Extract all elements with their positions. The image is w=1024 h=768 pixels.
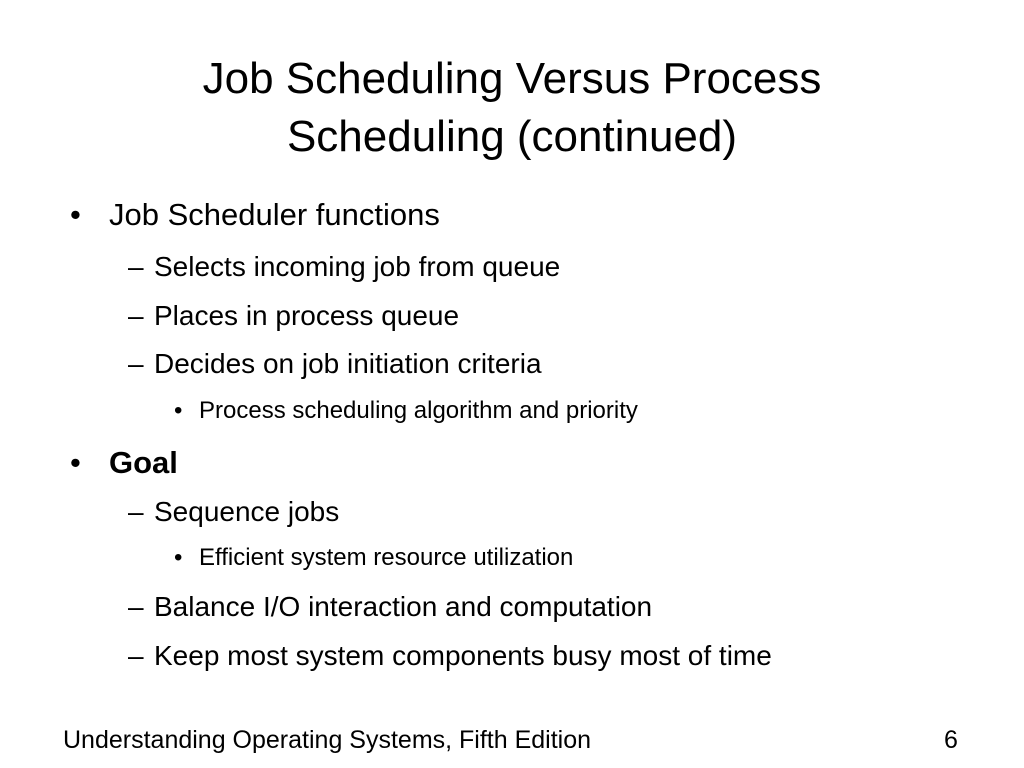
bullet-marker: • — [174, 397, 183, 424]
bullet-text: Goal — [109, 445, 178, 480]
dash-marker: – — [128, 348, 144, 379]
sub-sub-bullet-text: Process scheduling algorithm and priority — [199, 397, 638, 424]
footer-book-title: Understanding Operating Systems, Fifth Edition — [63, 726, 592, 754]
slide-title-line-2: Scheduling (continued) — [286, 112, 738, 161]
sub-bullet-text: Decides on job initiation criteria — [154, 348, 542, 379]
dash-marker: – — [128, 496, 144, 527]
slide-title-line-1: Job Scheduling Versus Process — [202, 54, 822, 103]
bullet-marker: • — [70, 445, 81, 480]
sub-bullet-text: Places in process queue — [154, 300, 460, 331]
sub-bullet-text: Keep most system components busy most of time — [154, 640, 772, 671]
sub-bullet-text: Selects incoming job from queue — [154, 251, 561, 282]
bullet-marker: • — [174, 544, 183, 571]
dash-marker: – — [128, 640, 144, 671]
dash-marker: – — [128, 300, 144, 331]
bullet-text: Job Scheduler functions — [109, 197, 440, 232]
footer-page-number: 6 — [944, 726, 958, 754]
sub-bullet-text: Balance I/O interaction and computation — [154, 591, 653, 622]
sub-sub-bullet-text: Efficient system resource utilization — [199, 544, 574, 571]
dash-marker: – — [128, 591, 144, 622]
sub-bullet-text: Sequence jobs — [154, 496, 340, 527]
bullet-marker: • — [70, 197, 81, 232]
dash-marker: – — [128, 251, 144, 282]
